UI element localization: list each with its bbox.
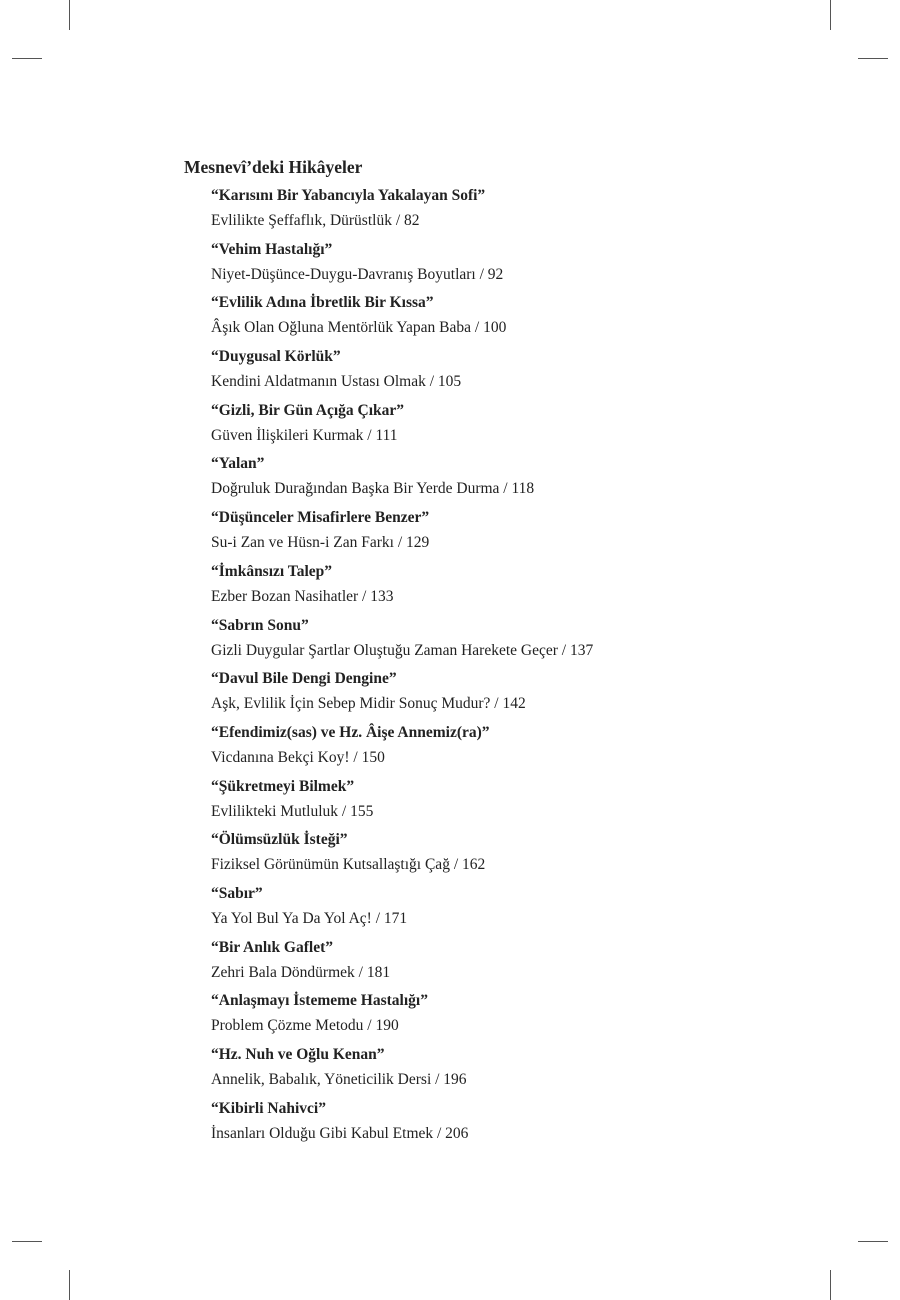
crop-mark-bottom-left-vertical — [69, 1270, 70, 1300]
toc-entry — [211, 827, 824, 881]
entry-subtitle: Aşk, Evlilik İçin Sebep Midir Sonuç Mudur? / 142 — [211, 695, 526, 713]
toc-entry — [211, 183, 824, 237]
entry-subtitle: Âşık Olan Oğluna Mentörlük Yapan Baba / 100 — [211, 319, 507, 337]
entry-list — [184, 183, 824, 1149]
entry-title: “Davul Bile Dengi Dengine” — [211, 670, 397, 688]
entry-title: “Evlilik Adına İbretlik Bir Kıssa” — [211, 294, 434, 312]
entry-subtitle: İnsanları Olduğu Gibi Kabul Etmek / 206 — [211, 1124, 469, 1142]
toc-entry — [211, 1042, 824, 1096]
entry-subtitle: Gizli Duygular Şartlar Oluştuğu Zaman Harekete Geçer / 137 — [211, 641, 594, 659]
entry-title: “Sabrın Sonu” — [211, 616, 309, 634]
section-title: Mesnevî’deki Hikâyeler — [184, 157, 363, 177]
entry-subtitle: Ezber Bozan Nasihatler / 133 — [211, 587, 394, 605]
entry-subtitle: Doğruluk Durağından Başka Bir Yerde Durma / 118 — [211, 480, 535, 498]
entry-subtitle: Kendini Aldatmanın Ustası Olmak / 105 — [211, 373, 462, 391]
toc-entry — [211, 774, 824, 828]
entry-title: “Hz. Nuh ve Oğlu Kenan” — [211, 1046, 385, 1063]
entry-title: “Şükretmeyi Bilmek” — [211, 777, 355, 795]
toc-entry — [211, 237, 824, 291]
entry-title: “Kibirli Nahivci” — [211, 1099, 326, 1117]
entry-subtitle: Problem Çözme Metodu / 190 — [211, 1017, 399, 1035]
entry-subtitle: Fiziksel Görünümün Kutsallaştığı Çağ / 162 — [211, 856, 486, 874]
entry-subtitle: Niyet-Düşünce-Duygu-Davranış Boyutları / 92 — [211, 265, 504, 283]
entry-subtitle: Güven İlişkileri Kurmak / 111 — [211, 426, 398, 444]
crop-mark-top-right-vertical — [830, 0, 831, 30]
toc-entry — [211, 290, 824, 344]
entry-title: “Düşünceler Misafirlere Benzer” — [211, 509, 430, 527]
toc-entry — [211, 935, 824, 989]
crop-mark-bottom-right-vertical — [830, 1270, 831, 1300]
crop-mark-bottom-left-horizontal — [12, 1241, 42, 1242]
toc-entry — [211, 505, 824, 559]
crop-mark-top-right-horizontal — [858, 58, 888, 59]
toc-entry — [211, 720, 824, 774]
entry-subtitle: Zehri Bala Döndürmek / 181 — [211, 963, 391, 981]
crop-mark-bottom-right-horizontal — [858, 1241, 888, 1242]
crop-mark-top-left-horizontal — [12, 58, 42, 59]
toc-entry — [211, 881, 824, 935]
entry-title: “Karısını Bir Yabancıyla Yakalayan Sofi” — [211, 187, 486, 204]
toc-entry — [211, 344, 824, 398]
entry-subtitle: Su-i Zan ve Hüsn-i Zan Farkı / 129 — [211, 534, 430, 552]
entry-title: “Duygusal Körlük” — [211, 348, 341, 366]
entry-subtitle: Annelik, Babalık, Yöneticilik Dersi / 196 — [211, 1071, 467, 1088]
entry-subtitle: Ya Yol Bul Ya Da Yol Aç! / 171 — [211, 909, 408, 927]
entry-title: “Yalan” — [211, 455, 265, 473]
entry-title: “Ölümsüzlük İsteği” — [211, 831, 348, 849]
entry-title: “Gizli, Bir Gün Açığa Çıkar” — [211, 401, 405, 419]
toc-entry — [211, 666, 824, 720]
entry-subtitle: Vicdanına Bekçi Koy! / 150 — [211, 748, 385, 766]
table-of-contents — [184, 155, 824, 1149]
entry-title: “Anlaşmayı İstememe Hastalığı” — [211, 992, 428, 1010]
entry-title: “Bir Anlık Gaflet” — [211, 938, 334, 956]
entry-title: “Efendimiz(sas) ve Hz. Âişe Annemiz(ra)” — [211, 723, 490, 741]
entry-title: “İmkânsızı Talep” — [211, 562, 333, 580]
entry-subtitle: Evlilikte Şeffaflık, Dürüstlük / 82 — [211, 212, 420, 229]
toc-entry — [211, 559, 824, 613]
toc-entry — [211, 988, 824, 1042]
toc-entry — [211, 398, 824, 452]
entry-title: “Sabır” — [211, 884, 263, 902]
toc-entry — [211, 1096, 824, 1150]
entry-title: “Vehim Hastalığı” — [211, 240, 333, 258]
crop-mark-top-left-vertical — [69, 0, 70, 30]
toc-entry — [211, 451, 824, 505]
entry-subtitle: Evlilikteki Mutluluk / 155 — [211, 802, 374, 820]
toc-entry — [211, 613, 824, 667]
